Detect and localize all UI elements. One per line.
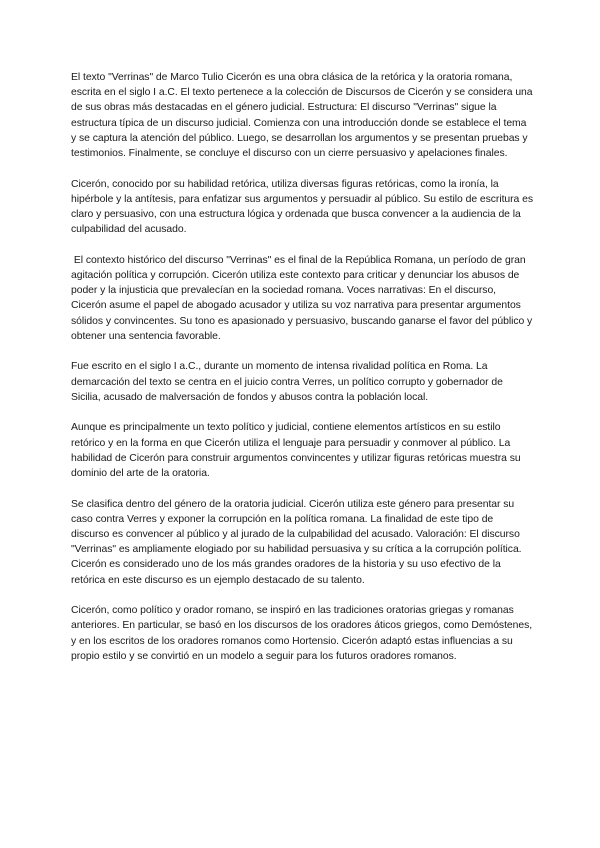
paragraph-introduction: El texto "Verrinas" de Marco Tulio Cicerón es una obra clásica de la retórica y la oratoria romana, escrita en el siglo I a.C. El texto pertenece a la colección de Discursos de Cicerón y se considera una de sus obras más destacadas en el género judicial. Estructura: El discurso "Verrinas" sigue la estructura típica de un discurso judicial. Comienza con una introducción donde se establece el tema y se captura la atención del público. Luego, se desarrollan los argumentos y se presentan pruebas y testimonios. Finalmente, se concluye el discurso con un cierre persuasivo y apelaciones finales. xyxy=(71,72,533,160)
paragraph-genre-valuation: Se clasifica dentro del género de la oratoria judicial. Cicerón utiliza este género para presentar su caso contra Verres y exponer la corrupción en la política romana. La finalidad de este tipo de discurso es convencer al público y al jurado de la culpabilidad del acusado. Valoración: El discurso "Verrinas" es ampliamente elogiado por su habilidad persuasiva y su crítica a la corrupción política. Cicerón es considerado uno de los más grandes oradores de la historia y su uso efectivo de la retórica en este discurso es un ejemplo destacado de su talento. xyxy=(71,498,522,586)
paragraph-artistic-elements: Aunque es principalmente un texto político y judicial, contiene elementos artísticos en su estilo retórico y en la forma en que Cicerón utiliza el lenguaje para persuadir y conmover al público. La habilidad de Cicerón para construir argumentos convincentes y utilizar figuras retóricas muestra su dominio del arte de la oratoria. xyxy=(71,422,521,480)
document-body xyxy=(71,70,536,679)
paragraph-historical-context: El contexto histórico del discurso "Verrinas" es el final de la República Romana, un período de gran agitación política y corrupción. Cicerón utiliza este contexto para criticar y denunciar los abusos de poder y la injusticia que prevalecían en la sociedad romana. Voces narrativas: En el discurso, Cicerón asume el papel de abogado acusador y utiliza su voz narrativa para presentar argumentos sólidos y convincentes. Su tono es apasionado y persuasivo, buscando ganarse el favor del público y obtener una sentencia favorable. xyxy=(71,254,536,342)
paragraph-date-demarcation: Fue escrito en el siglo I a.C., durante un momento de intensa rivalidad política en Roma. La demarcación del texto se centra en el juicio contra Verres, un político corrupto y gobernador de Sicilia, acusado de malversación de fondos y abusos contra la población local. xyxy=(71,361,503,403)
paragraph-style: Cicerón, conocido por su habilidad retórica, utiliza diversas figuras retóricas, como la ironía, la hipérbole y la antítesis, para enfatizar sus argumentos y persuadir al público. Su estilo de escritura es claro y persuasivo, con una estructura lógica y ordenada que busca convencer a la audiencia de la culpabilidad del acusado. xyxy=(71,178,534,236)
paragraph-influences: Cicerón, como político y orador romano, se inspiró en las tradiciones oratorias griegas y romanas anteriores. En particular, se basó en los discursos de los oradores áticos griegos, como Demóstenes, y en los escritos de los oradores romanos como Hortensio. Cicerón adaptó estas influencias a su propio estilo y se convirtió en un modelo a seguir para los futuros oradores romanos. xyxy=(71,605,533,662)
